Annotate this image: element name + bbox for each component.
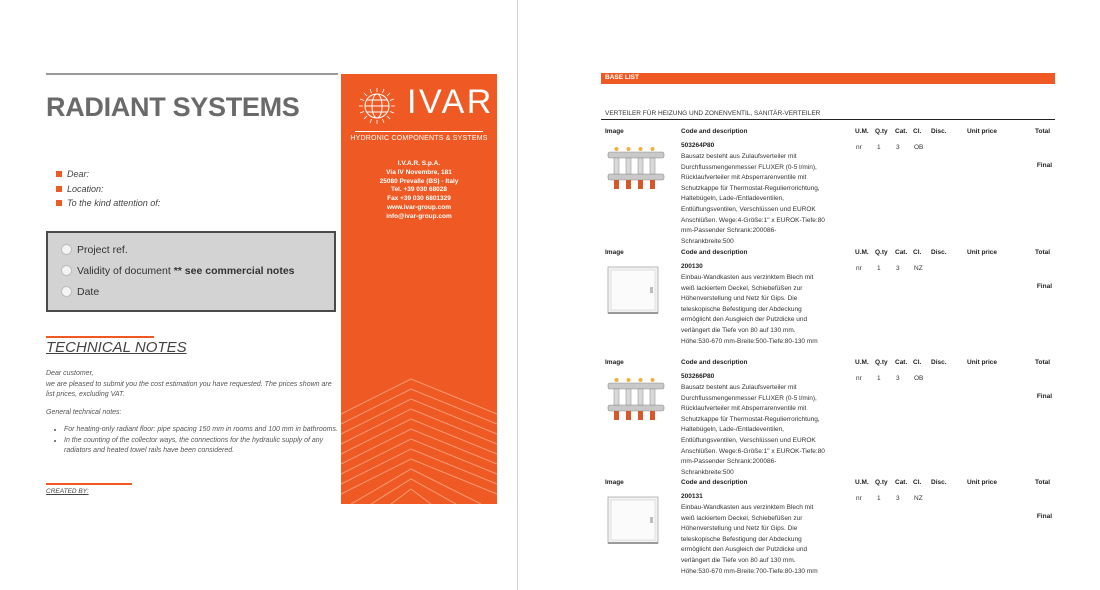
product-code: 503264P80: [681, 142, 715, 149]
company-email-link[interactable]: info@ivar-group.com: [386, 212, 452, 220]
page-divider: [517, 0, 518, 590]
base-list-label: BASE LIST: [605, 74, 639, 81]
header-cl: Cl.: [913, 128, 922, 135]
created-by-rule: [46, 483, 132, 485]
section-title: VERTEILER FÜR HEIZUNG UND ZONENVENTIL, SANITÄR-VERTEILER: [605, 110, 821, 117]
header-code: Code and description: [681, 479, 748, 486]
bullet-square-icon: [56, 186, 62, 192]
header-code: Code and description: [681, 128, 748, 135]
cl-value: NZ: [914, 495, 923, 502]
technical-notes-title: TECHNICAL NOTES: [46, 339, 187, 356]
radio-bullet-icon: [61, 265, 72, 276]
header-cat: Cat.: [895, 249, 908, 256]
company-link[interactable]: www.ivar-group.com: [386, 203, 452, 211]
cat-value: 3: [896, 144, 900, 151]
section-rule: [601, 119, 1055, 120]
header-um: U.M.: [855, 359, 869, 366]
manifold-icon: [606, 377, 666, 432]
header-image: Image: [605, 249, 624, 256]
total-value: Final: [1036, 162, 1052, 169]
header-disc: Disc.: [931, 128, 947, 135]
header-unit-price: Unit price: [967, 249, 997, 256]
header-code: Code and description: [681, 359, 748, 366]
info-row-validity: [61, 260, 334, 281]
um-value: nr: [856, 495, 862, 502]
created-by-label: CREATED BY:: [46, 488, 89, 495]
um-value: nr: [856, 375, 862, 382]
brand-tagline: HYDRONIC COMPONENTS & SYSTEMS: [350, 135, 488, 142]
header-cat: Cat.: [895, 359, 908, 366]
address-label: Location:: [67, 183, 104, 194]
technical-notes-accent-rule: [46, 336, 154, 338]
header-image: Image: [605, 479, 624, 486]
address-label: To the kind attention of:: [67, 198, 161, 208]
header-um: U.M.: [855, 479, 869, 486]
greeting: Dear customer,: [46, 370, 94, 377]
qty-value: 1: [877, 144, 881, 151]
validity-prefix: Validity of document: [77, 264, 171, 277]
bullet-square-icon: [56, 171, 62, 177]
address-block: [56, 167, 160, 211]
company-line: Via IV Novembre, 181: [386, 168, 452, 176]
validity-note: ** see commercial notes: [173, 264, 295, 277]
info-row-date: [61, 281, 334, 302]
header-cat: Cat.: [895, 128, 908, 135]
company-line: 25080 Prevalle (BS) - Italy: [379, 177, 459, 185]
product-description: Bausatz besteht aus Zulaufsverteiler mit Durchflussmengenmesser FLUXER (0-5 l/min), Rücklaufverteiler mit Absperrarenventile mit Schutzkappe für Thermostat-Regulierrorichtung, Haltebügeln, Lade-/Entladeventilen, Entlüftungsventilen, Verschlüssen und EUROK Anschlüßen. Wege:4-Größe:1" x EUROK-Tiefe:80 mm-Passender Schrank:200086-Schrankbreite:500: [681, 153, 825, 245]
info-row-project-ref: [61, 239, 334, 260]
list-item: • For heating-only radiant floor: pipe spacing 150 mm in rooms and 100 mm in bathrooms.: [64, 425, 342, 436]
total-value: Final: [1036, 513, 1052, 520]
address-row-dear: [56, 167, 160, 181]
logo-rule: [355, 131, 483, 132]
title-top-rule: [46, 73, 338, 75]
product-code: 200130: [681, 263, 703, 270]
company-info: [341, 160, 497, 222]
radio-bullet-icon: [61, 286, 72, 297]
total-value: Final: [1036, 283, 1052, 290]
product-description: Einbau-Wandkasten aus verzinktem Blech mit weiß lackiertem Deckel, Schiebefüßen zur Höhenverstellung und Netz für Gips. Die teleskopische Befestigung der Abdeckung ermöglicht den Ausgleich der Putzdicke und verlängert die Tiefe von 80 auf 130 mm. Höhe:530-670 mm-Breite:500-Tiefe:80-130 mm: [681, 274, 818, 345]
product-code: 503266P80: [681, 373, 715, 380]
product-description: Einbau-Wandkasten aus verzinktem Blech mit weiß lackiertem Deckel, Schiebefüßen zur Höhenverstellung und Netz für Gips. Die teleskopische Befestigung der Abdeckung ermöglicht den Ausgleich der Putzdicke und verlängert die Tiefe von 80 auf 130 mm. Höhe:530-670 mm-Breite:700-Tiefe:80-130 mm: [681, 504, 818, 575]
cl-value: OB: [914, 375, 924, 382]
radiant-pipe-pattern-icon: [341, 374, 497, 504]
brand-panel: [341, 74, 497, 504]
date-label: Date: [77, 285, 100, 298]
base-list-bar: [601, 73, 1055, 84]
header-qty: Q.ty: [875, 479, 888, 486]
header-um: U.M.: [855, 249, 869, 256]
document-title: RADIANT SYSTEMS: [46, 92, 300, 122]
company-line: Fax +39 030 6801329: [387, 195, 451, 203]
header-total: Total: [1035, 359, 1051, 366]
qty-value: 1: [877, 495, 881, 502]
address-row-location: [56, 182, 160, 196]
technical-notes-body: [46, 369, 342, 457]
header-unit-price: Unit price: [967, 479, 997, 486]
header-cat: Cat.: [895, 479, 908, 486]
header-cl: Cl.: [913, 249, 922, 256]
project-ref-label: Project ref.: [77, 243, 128, 256]
intro-paragraph: we are pleased to submit you the cost estimation you have requested. The prices shown are list prices, excluding VAT.: [46, 380, 332, 398]
header-unit-price: Unit price: [967, 128, 997, 135]
qty-value: 1: [877, 265, 881, 272]
header-cl: Cl.: [913, 479, 922, 486]
header-disc: Disc.: [931, 359, 947, 366]
header-image: Image: [605, 359, 624, 366]
header-total: Total: [1035, 249, 1051, 256]
header-qty: Q.ty: [875, 249, 888, 256]
company-line: Tel. +39 030 68028: [390, 186, 448, 194]
cat-value: 3: [896, 265, 900, 272]
header-cl: Cl.: [913, 359, 922, 366]
header-total: Total: [1035, 128, 1051, 135]
address-row-attention: [56, 196, 160, 210]
header-total: Total: [1035, 479, 1051, 486]
company-line: I.V.A.R. S.p.A.: [397, 160, 441, 167]
header-um: U.M.: [855, 128, 869, 135]
um-value: nr: [856, 265, 862, 272]
header-code: Code and description: [681, 249, 748, 256]
qty-value: 1: [877, 375, 881, 382]
product-description: Bausatz besteht aus Zulaufsverteiler mit Durchflussmengenmesser FLUXER (0-5 l/min), Rücklaufverteiler mit Absperrarenventile mit Schutzkappe für Thermostat-Regulierrorichtung, Haltebügeln, Lade-/Entladeventilen, Entlüftungsventilen, Verschlüssen und EUROK Anschlüßen. Wege:6-Größe:1" x EUROK-Tiefe:80 mm-Passender Schrank:200086-Schrankbreite:500: [681, 384, 825, 476]
validity-label: [77, 265, 295, 277]
cabinet-icon: [606, 495, 660, 552]
list-item: • In the counting of the collector ways, the connections for the hydraulic supply of any radiators and heated towel rails have been considered.: [64, 436, 342, 457]
project-info-box: [46, 231, 336, 312]
cat-value: 3: [896, 495, 900, 502]
address-label: Dear:: [67, 169, 90, 179]
um-value: nr: [856, 144, 862, 151]
radio-bullet-icon: [61, 244, 72, 255]
cat-value: 3: [896, 375, 900, 382]
bullet-square-icon: [56, 200, 62, 206]
globe-logo-icon: [357, 86, 397, 126]
cl-value: OB: [914, 144, 924, 151]
header-disc: Disc.: [931, 249, 947, 256]
cl-value: NZ: [914, 265, 923, 272]
general-notes-label: General technical notes:: [46, 408, 122, 416]
total-value: Final: [1036, 393, 1052, 400]
ivar-logo: IVAR: [407, 83, 494, 121]
manifold-icon: [606, 146, 666, 201]
header-qty: Q.ty: [875, 359, 888, 366]
technical-notes-list: [46, 425, 342, 457]
header-unit-price: Unit price: [967, 359, 997, 366]
header-disc: Disc.: [931, 479, 947, 486]
product-code: 200131: [681, 493, 703, 500]
header-qty: Q.ty: [875, 128, 888, 135]
header-image: Image: [605, 128, 624, 135]
cabinet-icon: [606, 265, 660, 322]
